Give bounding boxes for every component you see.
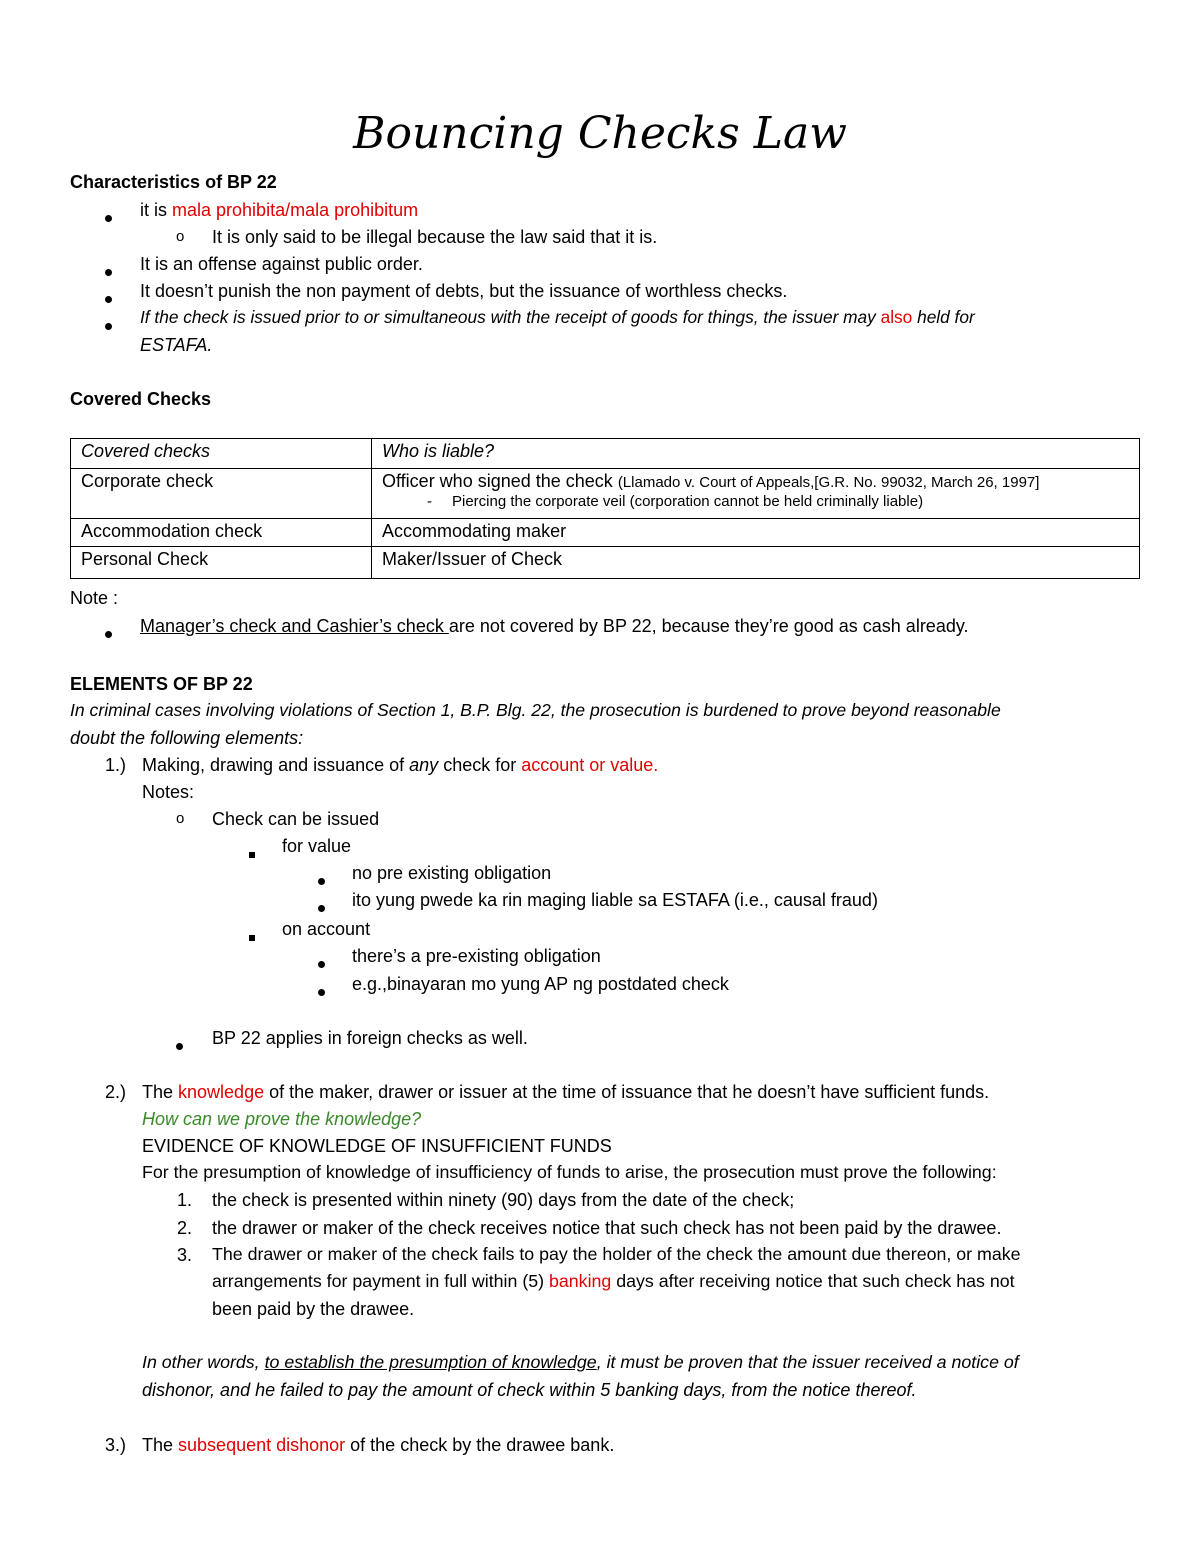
- elements-intro-line1: In criminal cases involving violations of Section 1, B.P. Blg. 22, the prosecution is burdened to prove beyond reasonable: [70, 700, 1001, 720]
- for-value-label: for value: [282, 836, 352, 856]
- in-other-words-line2: dishonor, and he failed to pay the amount of check within 5 banking days, from the notice thereof.: [142, 1380, 917, 1400]
- presumption-item-3-line3: been paid by the drawee.: [212, 1299, 415, 1319]
- cell-liable: Officer who signed the check (Llamado v. Court of Appeals,[G.R. No. 99032, March 26, 1997] - Piercing the corporate veil (corporation cannot be held criminally liable): [372, 469, 1140, 519]
- circle-bullet-icon: o: [176, 810, 185, 827]
- presumption-item-3-line1: The drawer or maker of the check fails to pay the holder of the check the amount due thereon, or make: [212, 1244, 1021, 1264]
- element-3-number: 3.): [105, 1435, 127, 1455]
- presumption-number-3: 3.: [177, 1245, 193, 1265]
- presumption-item-2: the drawer or maker of the check receives notice that such check has not been paid by the drawee.: [212, 1218, 1002, 1238]
- bullet-icon: [105, 315, 112, 333]
- element-1-notes-label: Notes:: [142, 782, 195, 802]
- bullet-icon: [318, 953, 325, 971]
- table-row: [71, 519, 1140, 547]
- characteristic-1-sub: It is only said to be illegal because the law said that it is.: [212, 227, 658, 247]
- on-account-label: on account: [282, 919, 371, 939]
- header-who-is-liable: Who is liable?: [372, 439, 1140, 469]
- table-row: [71, 547, 1140, 579]
- characteristic-4-line1: If the check is issued prior to or simultaneous with the receipt of goods for things, the issuer may also held for: [140, 307, 975, 327]
- element-2-number: 2.): [105, 1082, 127, 1102]
- table-row: [71, 469, 1140, 519]
- bullet-icon: [318, 870, 325, 888]
- presumption-item-3-line2: arrangements for payment in full within (5) banking days after receiving notice that such check has not: [212, 1271, 1015, 1291]
- presumption-number-2: 2.: [177, 1218, 193, 1238]
- evidence-heading: EVIDENCE OF KNOWLEDGE OF INSUFFICIENT FUNDS: [142, 1136, 612, 1156]
- covered-checks-heading: Covered Checks: [70, 389, 212, 409]
- characteristic-4-line2: ESTAFA.: [140, 335, 213, 355]
- for-value-item-1: no pre existing obligation: [352, 863, 552, 883]
- bullet-icon: [105, 288, 112, 306]
- bullet-icon: [105, 261, 112, 279]
- cell-check: Corporate check: [71, 469, 372, 519]
- for-value-item-2: ito yung pwede ka rin maging liable sa ESTAFA (i.e., causal fraud): [352, 890, 878, 910]
- circle-bullet-icon: o: [176, 228, 185, 245]
- in-other-words-line1: In other words, to establish the presumption of knowledge, it must be proven that the issuer received a notice of: [142, 1352, 1019, 1372]
- cell-check: Personal Check: [71, 547, 372, 579]
- cell-check: Accommodation check: [71, 519, 372, 547]
- bullet-icon: [105, 207, 112, 225]
- characteristic-1: it is mala prohibita/mala prohibitum: [140, 200, 419, 220]
- element-3-text: The subsequent dishonor of the check by the drawee bank.: [142, 1435, 615, 1455]
- bullet-icon: [105, 623, 112, 641]
- elements-heading: ELEMENTS OF BP 22: [70, 674, 253, 694]
- bullet-icon: [176, 1035, 183, 1053]
- characteristic-3: It doesn’t punish the non payment of debts, but the issuance of worthless checks.: [140, 281, 788, 301]
- note-text: Manager’s check and Cashier’s check are not covered by BP 22, because they’re good as cash already.: [140, 616, 969, 636]
- check-can-be-issued: Check can be issued: [212, 809, 380, 829]
- presumption-number-1: 1.: [177, 1190, 193, 1210]
- element-2-text: The knowledge of the maker, drawer or issuer at the time of issuance that he doesn’t have sufficient funds.: [142, 1082, 990, 1102]
- bullet-icon: [318, 897, 325, 915]
- square-bullet-icon: [249, 926, 255, 944]
- header-covered-checks: Covered checks: [71, 439, 372, 469]
- presumption-intro: For the presumption of knowledge of insufficiency of funds to arise, the prosecution must prove the following:: [142, 1162, 997, 1182]
- characteristic-2: It is an offense against public order.: [140, 254, 423, 274]
- square-bullet-icon: [249, 843, 255, 861]
- covered-checks-table: [70, 438, 1140, 579]
- cell-liable: Accommodating maker: [372, 519, 1140, 547]
- presumption-item-1: the check is presented within ninety (90) days from the date of the check;: [212, 1190, 795, 1210]
- element-1-text: Making, drawing and issuance of any check for account or value.: [142, 755, 659, 775]
- foreign-checks-note: BP 22 applies in foreign checks as well.: [212, 1028, 528, 1048]
- elements-intro-line2: doubt the following elements:: [70, 728, 304, 748]
- document-title: Bouncing Checks Law: [353, 108, 847, 159]
- characteristics-heading: Characteristics of BP 22: [70, 172, 277, 192]
- on-account-item-2: e.g.,binayaran mo yung AP ng postdated check: [352, 974, 729, 994]
- table-header-row: [71, 439, 1140, 469]
- element-1-number: 1.): [105, 755, 127, 775]
- on-account-item-1: there’s a pre-existing obligation: [352, 946, 601, 966]
- note-label: Note :: [70, 588, 119, 608]
- bullet-icon: [318, 981, 325, 999]
- element-2-question: How can we prove the knowledge?: [142, 1109, 422, 1129]
- cell-liable: Maker/Issuer of Check: [372, 547, 1140, 579]
